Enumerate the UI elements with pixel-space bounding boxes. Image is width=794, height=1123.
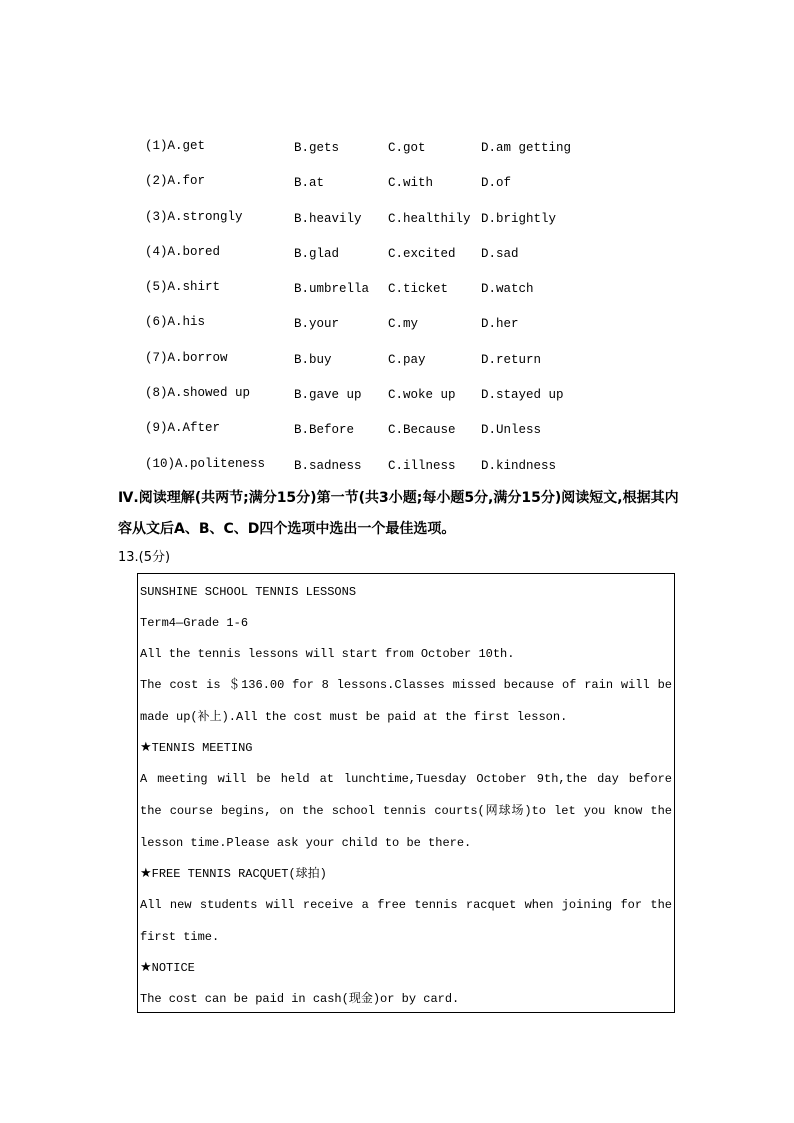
option-b: B.heavily	[294, 211, 362, 226]
option-c: C.excited	[388, 246, 456, 261]
option-row	[145, 243, 665, 278]
option-c: C.got	[388, 141, 426, 155]
notice-box	[137, 573, 675, 1013]
option-d: D.return	[481, 352, 542, 367]
option-b: B.buy	[294, 352, 332, 367]
option-c: C.my	[388, 317, 419, 332]
option-a: (4)A.bored	[145, 244, 221, 259]
option-a: (7)A.borrow	[145, 350, 228, 365]
notice-text: The cost can be paid in cash(现金)or by card.	[140, 992, 460, 1006]
option-d: D.sad	[481, 246, 519, 261]
option-c: C.healthily	[388, 211, 471, 226]
option-d: D.Unless	[481, 423, 542, 438]
option-d: D.of	[481, 176, 512, 191]
option-a: (10)A.politeness	[145, 456, 266, 471]
star-icon: ★	[140, 960, 152, 975]
meeting-text: A meeting will be held at lunchtime,Tuesday October 9th,the day before the course begins, on the school tennis courts(网球场)to let you know the lesson time.Please ask your child to be there.	[140, 772, 672, 850]
notice-title: SUNSHINE SCHOOL TENNIS LESSONS	[140, 585, 357, 599]
option-d: D.watch	[481, 282, 534, 297]
option-d: D.brightly	[481, 211, 557, 226]
option-row	[145, 137, 665, 172]
option-row	[145, 208, 665, 243]
option-a: (2)A.for	[145, 174, 206, 189]
section-heading: Ⅳ.阅读理解(共两节;满分15分)第一节(共3小题;每小题5分,满分15分)阅读短文,根据其内容从文后A、B、C、D四个选项中选出一个最佳选项。	[118, 490, 679, 537]
option-b: B.glad	[294, 246, 340, 261]
option-d: D.kindness	[481, 458, 557, 473]
option-c: C.woke up	[388, 388, 456, 403]
option-a: (9)A.After	[145, 421, 221, 436]
option-row	[145, 313, 665, 348]
racquet-heading	[140, 864, 672, 884]
option-d: D.her	[481, 317, 519, 332]
option-d: D.stayed up	[481, 388, 564, 403]
option-row	[145, 419, 665, 454]
star-icon: ★	[140, 866, 152, 881]
meeting-heading	[140, 738, 672, 758]
option-d: D.am getting	[481, 141, 572, 155]
meeting-title: TENNIS MEETING	[151, 741, 253, 755]
answer-options	[145, 137, 665, 490]
notice-heading	[140, 958, 672, 978]
notice-cost: The cost is ＄136.00 for 8 lessons.Classes missed because of rain will be made up(补上).All the cost must be paid at the first lesson.	[140, 678, 672, 724]
option-c: C.pay	[388, 352, 426, 367]
question-label: 13.(5分)	[118, 550, 171, 565]
star-icon: ★	[140, 740, 152, 755]
option-b: B.your	[294, 317, 340, 332]
option-row	[145, 349, 665, 384]
option-row	[145, 278, 665, 313]
notice-section-title: NOTICE	[151, 961, 195, 975]
option-a: (3)A.strongly	[145, 209, 243, 224]
option-b: B.gave up	[294, 388, 362, 403]
option-c: C.illness	[388, 458, 456, 473]
option-c: C.with	[388, 176, 434, 191]
notice-term: Term4—Grade 1-6	[140, 616, 249, 630]
notice-start: All the tennis lessons will start from October 10th.	[140, 647, 515, 661]
racquet-title: FREE TENNIS RACQUET(球拍)	[151, 867, 327, 881]
option-c: C.Because	[388, 423, 456, 438]
option-a: (5)A.shirt	[145, 280, 221, 295]
option-b: B.gets	[294, 141, 340, 155]
option-b: B.at	[294, 176, 325, 191]
option-c: C.ticket	[388, 282, 449, 297]
option-row	[145, 172, 665, 207]
option-b: B.umbrella	[294, 282, 370, 297]
option-a: (6)A.his	[145, 315, 206, 330]
option-a: (8)A.showed up	[145, 386, 251, 401]
racquet-text: All new students will receive a free tennis racquet when joining for the first time.	[140, 898, 672, 944]
option-b: B.Before	[294, 423, 355, 438]
option-b: B.sadness	[294, 458, 362, 473]
option-a: (1)A.get	[145, 139, 206, 153]
option-row	[145, 384, 665, 419]
